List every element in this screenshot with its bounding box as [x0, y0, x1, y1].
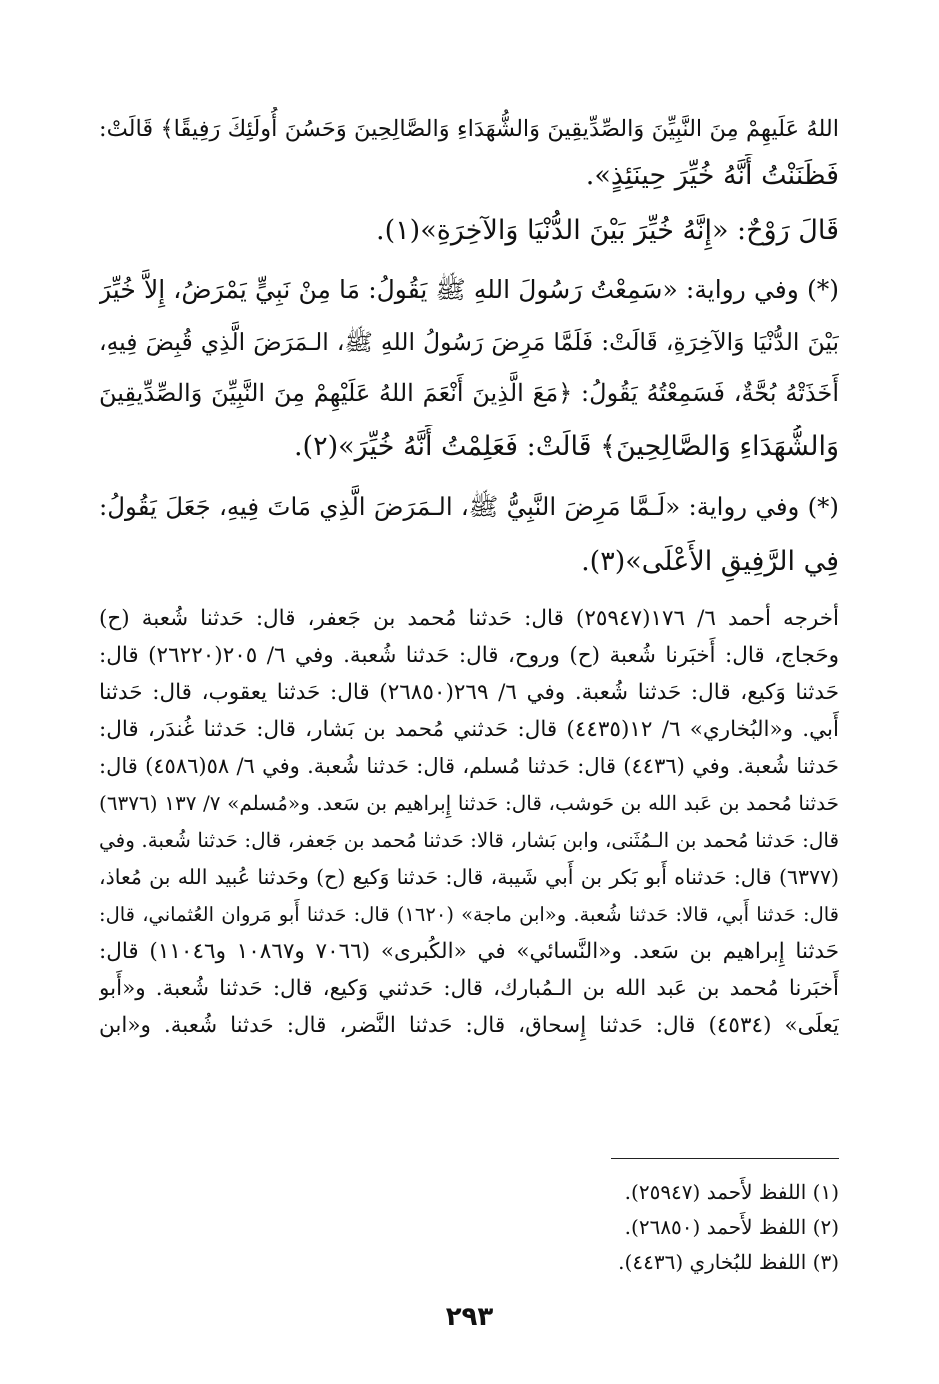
takhrij-line: أَخبَرنا مُحمد بن عَبد الله بن الـمُبارك، قال: حَدثني وَكيع، قال: حَدثنا شُعبة. و«أَبو	[99, 976, 839, 1001]
takhrij-line: حَدثنا مُحمد بن عَبد الله بن حَوشب، قال: حَدثنا إِبراهيم بن سَعد. و«مُسلم» ٧/ ١٣٧ (٦٣٧٦)	[99, 791, 839, 815]
main-line: اللهُ عَلَيهِمْ مِنَ النَّبِيِّنَ وَالصِّدِّيقِينَ وَالشُّهَدَاءِ وَالصَّالِحِينَ وَحَسُنَ أُولَئِكَ رَفِيقًا﴾ قَالَتْ:	[99, 116, 839, 142]
page-number: ٢٩٣	[445, 1302, 494, 1332]
takhrij-line: حَدثنا وَكيع، قال: حَدثنا شُعبة. وفي ٦/ ٢٦٩(٢٦٨٥٠) قال: حَدثنا يعقوب، قال: حَدثنا	[99, 680, 839, 705]
main-line: (*) وفي رواية: «سَمِعْتُ رَسُولَ اللهِ ﷺ يَقُولُ: مَا مِنْ نَبِيٍّ يَمْرَضُ، إِلاَّ خُيِّرَ	[99, 275, 839, 304]
takhrij-line: وحَجاج، قال: أَخبَرنا شُعبة (ح) وروح، قال: حَدثنا شُعبة. وفي ٦/ ٢٠٥(٢٦٢٢٠) قال:	[99, 643, 839, 668]
main-line: قَالَ رَوْحٌ: «إِنَّهُ خُيِّرَ بَيْنَ الدُّنْيَا وَالآخِرَةِ»(١).	[376, 215, 839, 246]
main-line: بَيْنَ الدُّنْيَا وَالآخِرَةِ، قَالَتْ: فَلَمَّا مَرِضَ رَسُولُ اللهِ ﷺ، الـمَرَضَ الَّذِي قُبِضَ فِيهِ،	[99, 328, 839, 356]
main-line: فِي الرَّفِيقِ الأَعْلَى»(٣).	[581, 546, 839, 577]
footnote-divider	[611, 1158, 839, 1159]
takhrij-line: قال: حَدثنا مُحمد بن الـمُثَنى، وابن بَشار، قالا: حَدثنا مُحمد بن جَعفر، قال: حَدثنا شُعبة. وفي	[99, 828, 839, 852]
main-line: أَخَذَتْهُ بُحَّةٌ، فَسَمِعْتُهُ يَقُولُ: ﴿مَعَ الَّذِينَ أَنْعَمَ اللهُ عَلَيْهِمْ مِنَ النَّبِيِّنَ وَالصِّدِّيقِينَ	[99, 379, 839, 407]
footnote: (١) اللفظ لأَحمد (٢٥٩٤٧).	[624, 1180, 839, 1204]
takhrij-line: قال: حَدثنا أَبي، قالا: حَدثنا شُعبة. و«ابن ماجة» (١٦٢٠) قال: حَدثنا أَبو مَروان العُثماني، قال:	[99, 903, 839, 926]
main-line: فَظَنَنْتُ أَنَّهُ خُيِّرَ حِينَئِذٍ».	[585, 160, 839, 191]
footnote: (٢) اللفظ لأَحمد (٢٦٨٥٠).	[624, 1215, 839, 1239]
main-line: وَالشُّهَدَاءِ وَالصَّالِحِينَ﴾ قَالَتْ: فَعَلِمْتُ أَنَّهُ خُيِّرَ»(٢).	[293, 431, 839, 462]
main-line: (*) وفي رواية: «لَـمَّا مَرِضَ النَّبِيُّ ﷺ، الـمَرَضَ الَّذِي مَاتَ فِيهِ، جَعَلَ يَقُولُ:	[99, 492, 839, 521]
takhrij-line: أخرجه أحمد ٦/ ١٧٦(٢٥٩٤٧) قال: حَدثنا مُحمد بن جَعفر، قال: حَدثنا شُعبة (ح)	[99, 606, 839, 631]
takhrij-line: حَدثنا إِبراهيم بن سَعد. و«النَّسائي» في «الكُبرى» (٧٠٦٦ و١٠٨٦٧ و١١٠٤٦) قال:	[99, 939, 839, 964]
takhrij-line: أَبي. و«البُخاري» ٦/ ١٢(٤٤٣٥) قال: حَدثني مُحمد بن بَشار، قال: حَدثنا غُندَر، قال:	[99, 717, 839, 742]
takhrij-line: (٦٣٧٧) قال: حَدثناه أَبو بَكر بن أَبي شَيبة، قال: حَدثنا وَكيع (ح) وحَدثنا عُبيد الله بن مُعاذ،	[99, 865, 839, 889]
footnote: (٣) اللفظ للبُخاري (٤٤٣٦).	[618, 1250, 839, 1274]
takhrij-line: حَدثنا شُعبة. وفي (٤٤٣٦) قال: حَدثنا مُسلم، قال: حَدثنا شُعبة. وفي ٦/ ٥٨(٤٥٨٦) قال:	[99, 754, 839, 778]
takhrij-line: يَعلَى» (٤٥٣٤) قال: حَدثنا إِسحاق، قال: حَدثنا النَّضر، قال: حَدثنا شُعبة. و«ابن	[99, 1013, 839, 1038]
